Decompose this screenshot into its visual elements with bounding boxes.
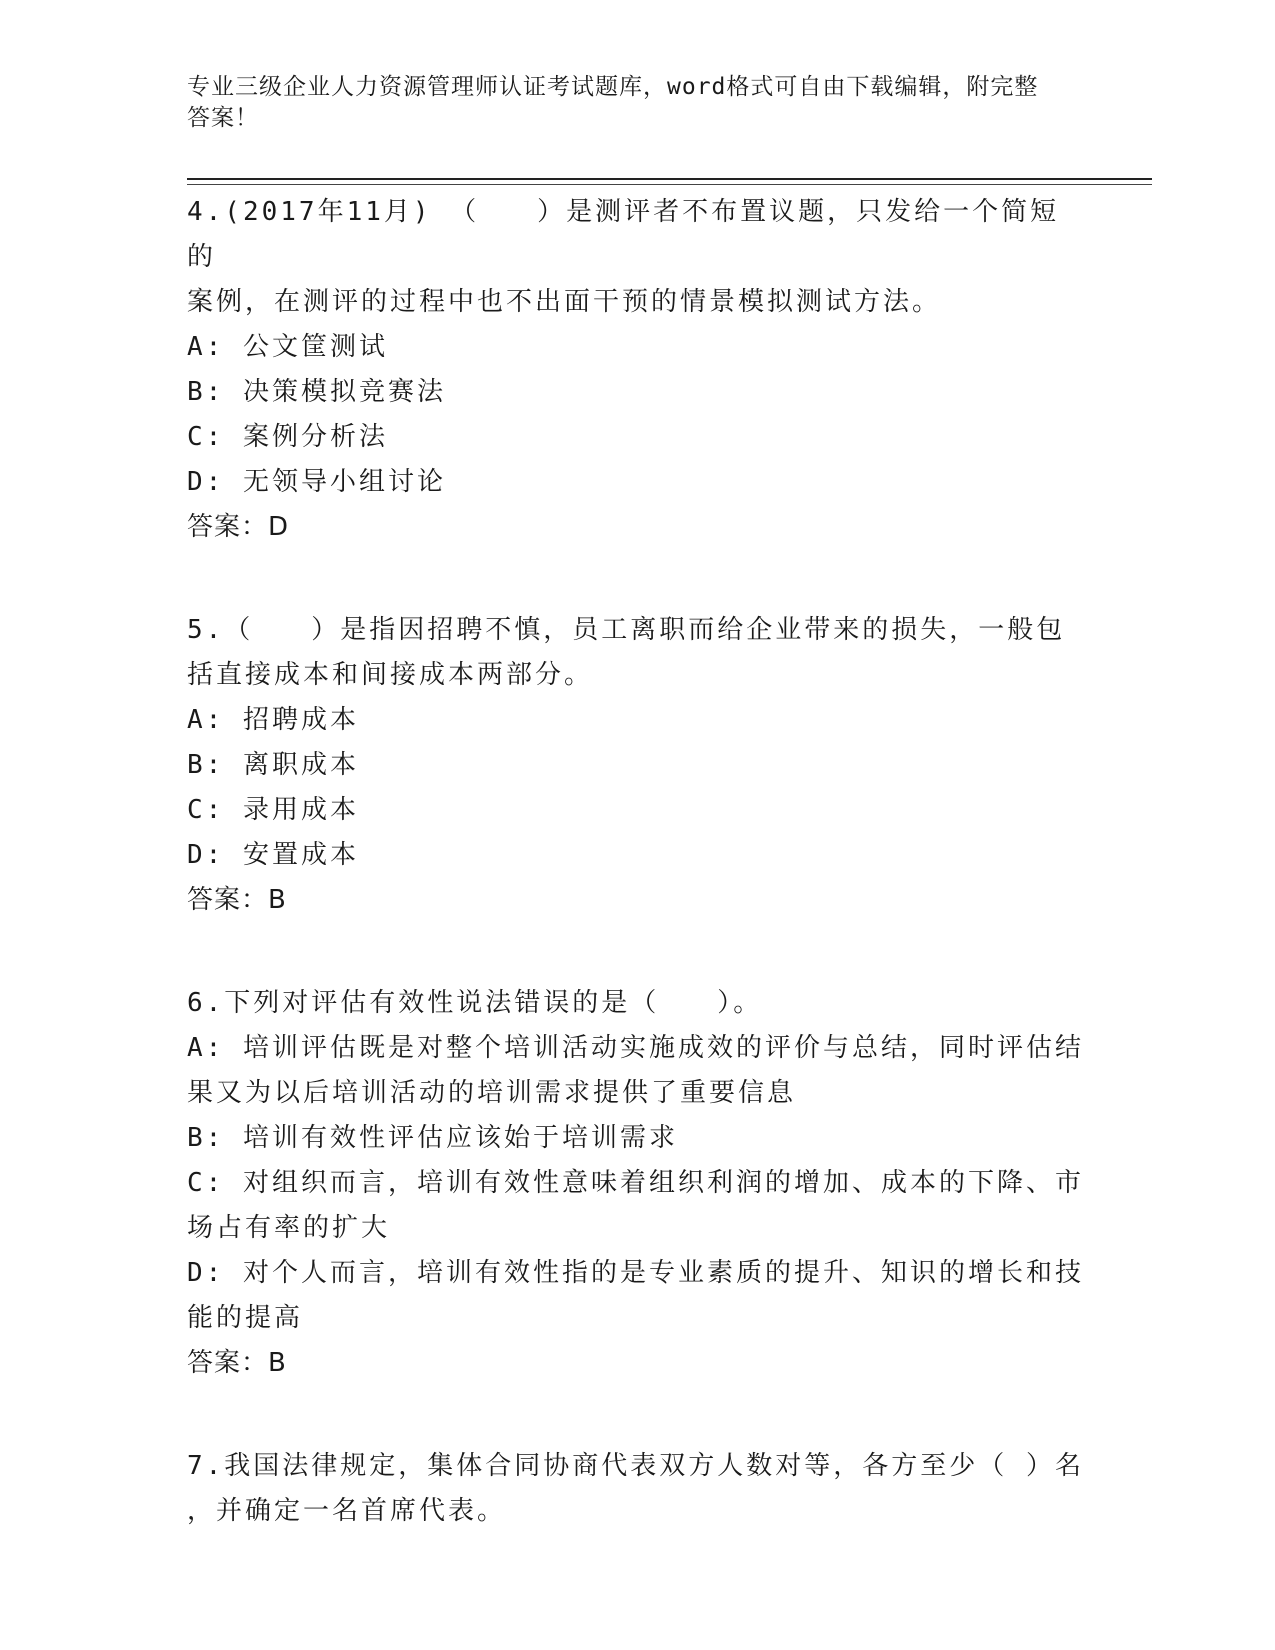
header-line-2: 答案！ (187, 105, 259, 131)
option-b: B: 决策模拟竞赛法 (187, 377, 446, 407)
question-stem: 6.下列对评估有效性说法错误的是（ ）。 (187, 988, 763, 1018)
answer-label: 答案：D (187, 512, 290, 542)
header-divider-thin (187, 184, 1152, 185)
option-b: B: 培训有效性评估应该始于培训需求 (187, 1123, 678, 1153)
header-line-1: 专业三级企业人力资源管理师认证考试题库，word格式可自由下载编辑，附完整 (187, 74, 1039, 100)
option-a: A: 招聘成本 (187, 705, 359, 735)
option-c: C: 案例分析法 (187, 422, 388, 452)
option-a-continued: 果又为以后培训活动的培训需求提供了重要信息 (187, 1078, 797, 1108)
question-stem: 括直接成本和间接成本两部分。 (187, 660, 594, 690)
option-d: D: 无领导小组讨论 (187, 467, 446, 497)
question-stem: 4.(2017年11月) （ ）是测评者不布置议题，只发给一个简短的 (187, 197, 1060, 272)
question-stem: 7.我国法律规定，集体合同协商代表双方人数对等，各方至少（ ）名 (187, 1451, 1084, 1481)
question-stem: 5.（ ）是指因招聘不慎，员工离职而给企业带来的损失，一般包 (187, 615, 1066, 645)
question-stem: ，并确定一名首席代表。 (187, 1496, 507, 1526)
question-list (187, 190, 1087, 1592)
header-divider-thick (187, 178, 1152, 180)
option-c: C: 对组织而言，培训有效性意味着组织利润的增加、成本的下降、市 (187, 1168, 1084, 1198)
option-d-continued: 能的提高 (187, 1303, 304, 1333)
question-7 (187, 1444, 1087, 1534)
document-header (187, 72, 1067, 134)
question-6 (187, 981, 1087, 1386)
answer-label: 答案：B (187, 1348, 287, 1378)
option-c-continued: 场占有率的扩大 (187, 1213, 391, 1243)
option-c: C: 录用成本 (187, 795, 359, 825)
question-5 (187, 608, 1087, 923)
option-b: B: 离职成本 (187, 750, 359, 780)
option-d: D: 安置成本 (187, 840, 359, 870)
question-stem: 案例，在测评的过程中也不出面干预的情景模拟测试方法。 (187, 287, 942, 317)
question-4 (187, 190, 1087, 550)
option-d: D: 对个人而言，培训有效性指的是专业素质的提升、知识的增长和技 (187, 1258, 1084, 1288)
option-a: A: 培训评估既是对整个培训活动实施成效的评价与总结，同时评估结 (187, 1033, 1084, 1063)
option-a: A: 公文筐测试 (187, 332, 388, 362)
answer-label: 答案：B (187, 885, 287, 915)
